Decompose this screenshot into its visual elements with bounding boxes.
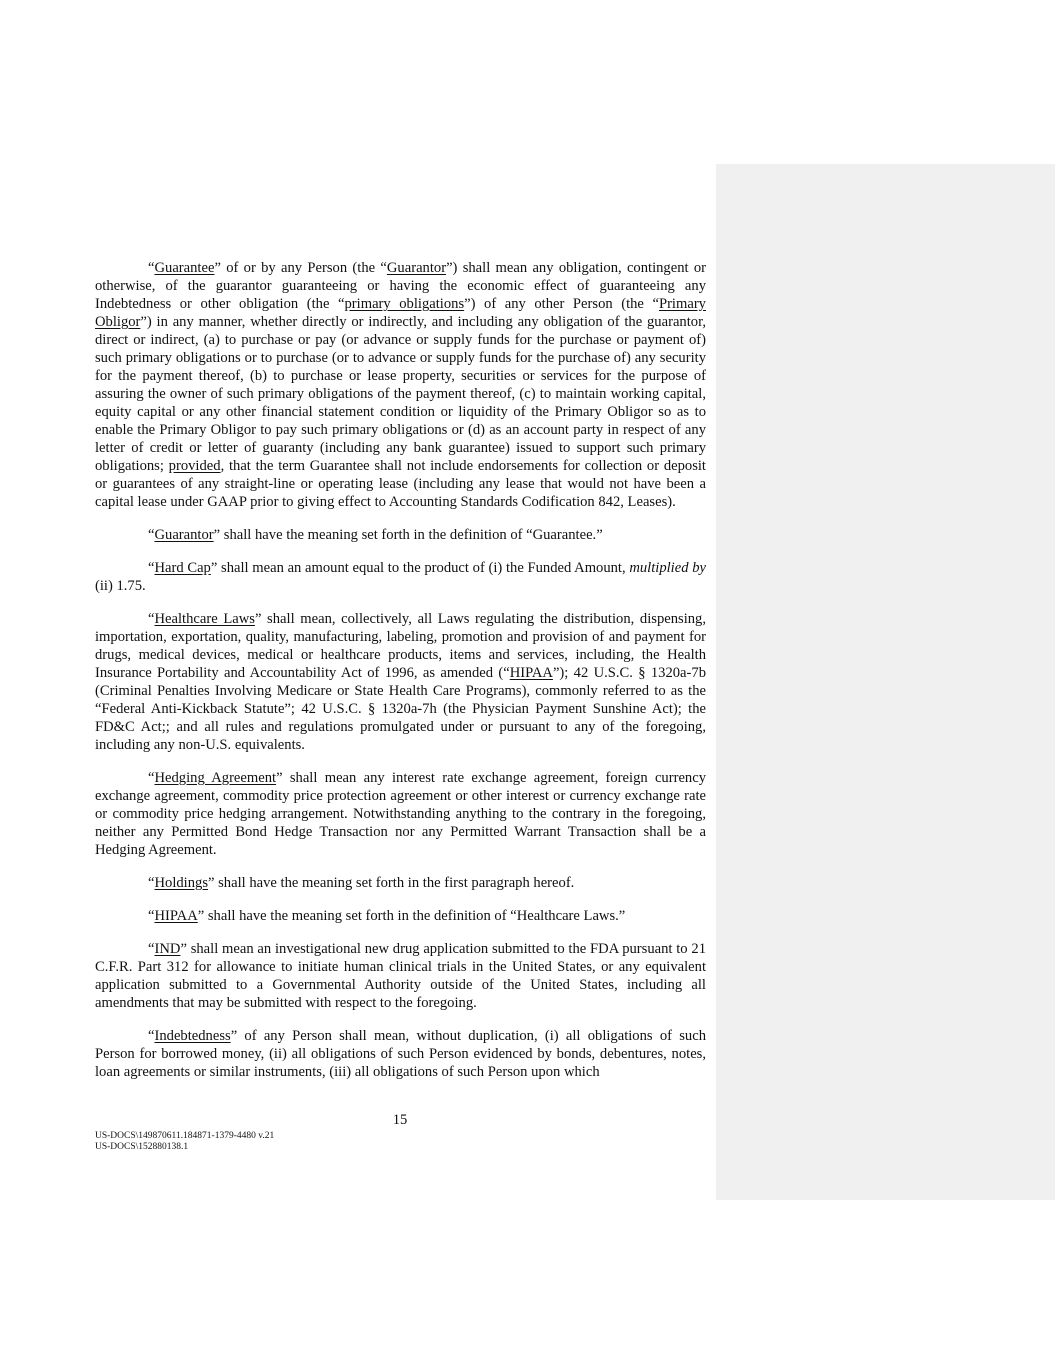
definition-text: , that the term Guarantee shall not include endorsements for collection or deposit or guarantees of any straight-line or operating lease (including any lease that would not have been a capital lease under GAAP prior to giving effect to Accounting Standards Codification 842, Leases). <box>95 458 706 510</box>
definition-paragraph <box>95 907 706 925</box>
definition-text: “ <box>148 770 155 786</box>
definition-text: “ <box>148 1028 155 1044</box>
document-footer <box>95 1131 274 1153</box>
definition-paragraph <box>95 769 706 859</box>
definition-text: ” shall have the meaning set forth in the definition of “Healthcare Laws.” <box>197 908 626 924</box>
defined-term: HIPAA <box>154 908 198 924</box>
definition-text: “ <box>148 908 155 924</box>
footer-doc-id-primary: US-DOCS\149870611.184871-1379-4480 v.21 <box>95 1131 275 1141</box>
definition-text: “ <box>148 611 155 627</box>
definition-text: “ <box>148 941 155 957</box>
definition-text: ”) of any other Person (the “ <box>464 296 659 312</box>
definition-text: ”) in any manner, whether directly or indirectly, and including any obligation of the guarantor, direct or indirect, (a) to purchase or pay (or advance or supply funds for the purchase or payment of) such primary obligations or to purchase (or to advance or supply funds for the purchase of) any security for the payment thereof, (b) to purchase or lease property, securities or services for the purpose of assuring the owner of such primary obligations of the payment thereof, (c) to maintain working capital, equity capital or any other financial statement condition or liquidity of the Primary Obligor so as to enable the Primary Obligor to pay such primary obligations or (d) as an account party in respect of any letter of credit or letter of guaranty (including any bank guarantee) issued to support such primary obligations; <box>95 314 706 474</box>
defined-term: Primary Obligor <box>95 296 706 330</box>
definition-text: ” shall mean, collectively, all Laws regulating the distribution, dispensing, importation, exportation, quality, manufacturing, labeling, promotion and provision of and payment for drugs, medical devices, medical or healthcare products, items and services, including, the Health Insurance Portability and Accountability Act of 1996, as amended (“ <box>95 611 706 681</box>
page-number: 15 <box>392 1112 408 1128</box>
definition-paragraph <box>95 526 706 544</box>
defined-term: HIPAA <box>509 665 553 681</box>
defined-term: Holdings <box>154 875 208 891</box>
definition-text: ” of or by any Person (the “ <box>214 260 387 276</box>
defined-term: Guarantor <box>154 527 214 543</box>
definition-paragraph <box>95 259 706 511</box>
definition-text: ” shall mean any interest rate exchange agreement, foreign currency exchange agreement, commodity price protection agreement or other interest or currency exchange rate or commodity price hedging arrangement. Notwithstanding anything to the contrary in the foregoing, neither any Permitted Bond Hedge Transaction nor any Permitted Warrant Transaction shall be a Hedging Agreement. <box>95 770 707 858</box>
comment-margin-pane <box>716 164 1055 1200</box>
document-body <box>95 259 706 1081</box>
definition-text: ” shall mean an amount equal to the product of (i) the Funded Amount, <box>210 560 630 576</box>
definition-paragraph <box>95 559 706 595</box>
definition-text: (ii) 1.75. <box>95 578 146 594</box>
definition-text: ” shall have the meaning set forth in the definition of “Guarantee.” <box>213 527 603 543</box>
defined-term: primary obligations <box>344 296 465 312</box>
definition-text: ”) shall mean any obligation, contingent or otherwise, of the guarantor guaranteeing or having the economic effect of guaranteeing any Indebtedness or other obligation (the “ <box>95 260 707 312</box>
defined-term: Hard Cap <box>154 560 211 576</box>
definition-text: ” shall have the meaning set forth in the first paragraph hereof. <box>208 875 575 891</box>
definition-text: “ <box>148 527 155 543</box>
defined-term: Guarantee <box>154 260 215 276</box>
definition-paragraph <box>95 610 706 754</box>
emphasis-text: multiplied by <box>629 560 706 576</box>
defined-term: Indebtedness <box>154 1028 231 1044</box>
defined-term: IND <box>154 941 181 957</box>
defined-term: Guarantor <box>386 260 447 276</box>
definition-text: “ <box>148 560 155 576</box>
definition-text: ”); 42 U.S.C. § 1320a-7b (Criminal Penalties Involving Medicare or State Health Care Programs), commonly referred to as the “Federal Anti-Kickback Statute”; 42 U.S.C. § 1320a-7h (the Physician Payment Sunshine Act); the FD&C Act;; and all rules and regulations promulgated under or pursuant to any of the foregoing, including any non-U.S. equivalents. <box>95 665 706 753</box>
definition-paragraph <box>95 874 706 892</box>
definition-paragraph <box>95 1027 706 1081</box>
definition-paragraph <box>95 940 706 1012</box>
definition-text: ” shall mean an investigational new drug application submitted to the FDA pursuant to 21 C.F.R. Part 312 for allowance to initiate human clinical trials in the United States, or any equivalent application submitted to a Governmental Authority outside of the United States, including all amendments that may be submitted with respect to the foregoing. <box>95 941 706 1011</box>
definition-text: “ <box>148 260 155 276</box>
footer-doc-id-secondary: US-DOCS\152880138.1 <box>95 1142 189 1152</box>
defined-term: Hedging Agreement <box>154 770 277 786</box>
definition-text: “ <box>148 875 155 891</box>
definition-text: ” of any Person shall mean, without duplication, (i) all obligations of such Person for borrowed money, (ii) all obligations of such Person evidenced by bonds, debentures, notes, loan agreements or similar instruments, (iii) all obligations of such Person upon which <box>95 1028 706 1080</box>
defined-term: Healthcare Laws <box>154 611 255 627</box>
defined-term: provided <box>168 458 221 474</box>
